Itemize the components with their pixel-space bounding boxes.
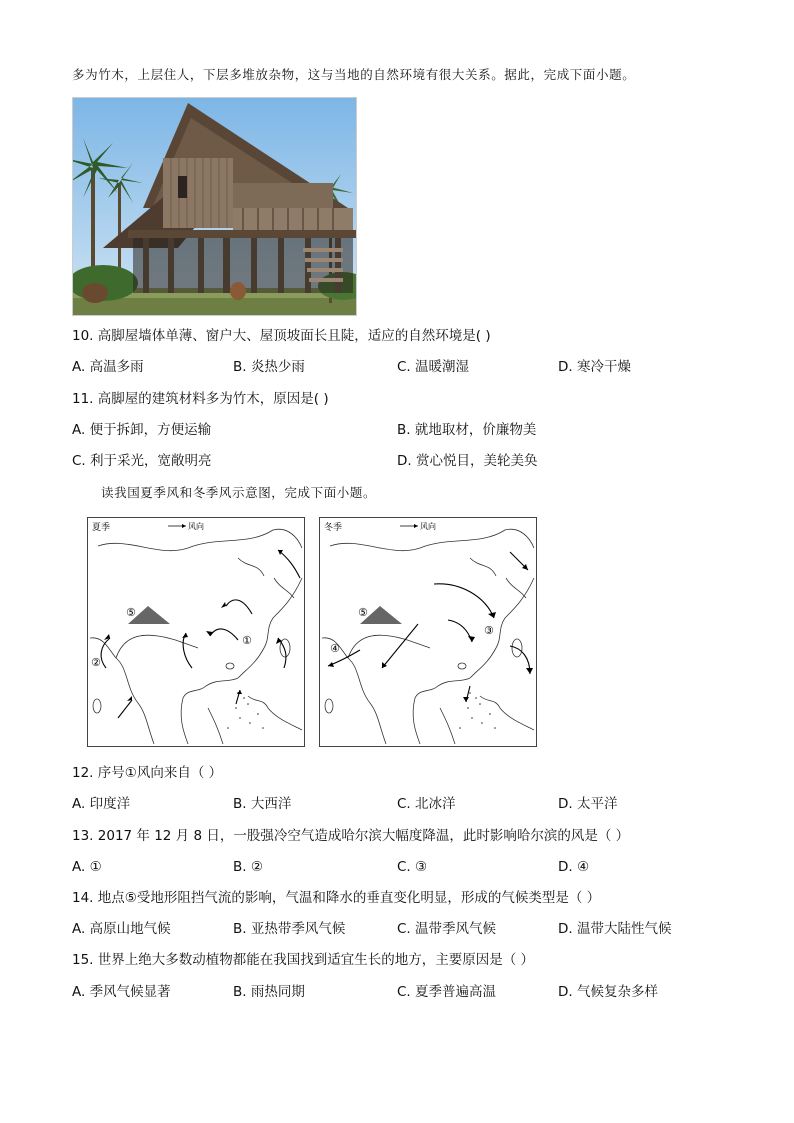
winter-marker-5: ⑤ <box>358 606 368 619</box>
question-13-option-b[interactable]: B. ② <box>233 859 263 875</box>
summer-marker-1: ① <box>242 634 252 647</box>
question-10-option-a[interactable]: A. 高温多雨 <box>72 359 144 375</box>
question-15-option-a[interactable]: A. 季风气候显著 <box>72 984 171 1000</box>
map-intro-text: 读我国夏季风和冬季风示意图，完成下面小题。 <box>101 485 377 500</box>
question-12-option-c[interactable]: C. 北冰洋 <box>397 796 456 812</box>
question-14-stem: 14. 地点⑤受地形阻挡气流的影响，气温和降水的垂直变化明显，形成的气候类型是（ ） <box>72 890 601 906</box>
winter-season-label: 冬季 <box>324 523 343 533</box>
question-13-option-a[interactable]: A. ① <box>72 859 102 875</box>
question-14-option-c[interactable]: C. 温带季风气候 <box>397 921 497 937</box>
question-15-stem: 15. 世界上绝大多数动植物都能在我国找到适宜生长的地方，主要原因是（ ） <box>72 952 535 968</box>
winter-monsoon-map <box>319 517 537 747</box>
question-10-stem: 10. 高脚屋墙体单薄、窗户大、屋顶坡面长且陡，适应的自然环境是( ) <box>72 328 491 344</box>
question-14-option-a[interactable]: A. 高原山地气候 <box>72 921 171 937</box>
question-10-option-b[interactable]: B. 炎热少雨 <box>233 359 305 375</box>
summer-marker-5: ⑤ <box>126 606 136 619</box>
question-11-option-a[interactable]: A. 便于拆卸，方便运输 <box>72 422 212 438</box>
question-13-option-d[interactable]: D. ④ <box>558 859 590 875</box>
winter-marker-3: ③ <box>484 624 494 637</box>
question-10-option-d[interactable]: D. 寒冷干燥 <box>558 359 631 375</box>
question-11-stem: 11. 高脚屋的建筑材料多为竹木，原因是( ) <box>72 391 329 407</box>
summer-monsoon-map <box>87 517 305 747</box>
question-15-option-d[interactable]: D. 气候复杂多样 <box>558 984 658 1000</box>
question-12-option-a[interactable]: A. 印度洋 <box>72 796 131 812</box>
question-15-option-c[interactable]: C. 夏季普遍高温 <box>397 984 497 1000</box>
question-11-option-d[interactable]: D. 赏心悦目，美轮美奂 <box>397 453 538 469</box>
question-13-option-c[interactable]: C. ③ <box>397 859 428 875</box>
summer-legend-label: 风向 <box>188 522 204 531</box>
question-15-option-b[interactable]: B. 雨热同期 <box>233 984 305 1000</box>
question-10-option-c[interactable]: C. 温暖潮湿 <box>397 359 470 375</box>
intro-text: 多为竹木，上层住人，下层多堆放杂物，这与当地的自然环境有很大关系。据此，完成下面小题。 <box>72 67 636 82</box>
question-11-option-c[interactable]: C. 利于采光，宽敞明亮 <box>72 453 212 469</box>
question-14-option-b[interactable]: B. 亚热带季风气候 <box>233 921 346 937</box>
stilt-house-photo <box>72 97 357 316</box>
question-12-option-b[interactable]: B. 大西洋 <box>233 796 292 812</box>
question-12-option-d[interactable]: D. 太平洋 <box>558 796 618 812</box>
summer-marker-2: ② <box>91 656 101 669</box>
winter-legend-label: 风向 <box>420 522 436 531</box>
summer-season-label: 夏季 <box>92 523 111 533</box>
question-11-option-b[interactable]: B. 就地取材，价廉物美 <box>397 422 537 438</box>
question-13-stem: 13. 2017 年 12 月 8 日，一股强冷空气造成哈尔滨大幅度降温，此时影响哈尔滨的风是（ ） <box>72 828 630 844</box>
question-12-stem: 12. 序号①风向来自（ ） <box>72 765 223 781</box>
question-14-option-d[interactable]: D. 温带大陆性气候 <box>558 921 672 937</box>
winter-marker-4: ④ <box>330 642 340 655</box>
